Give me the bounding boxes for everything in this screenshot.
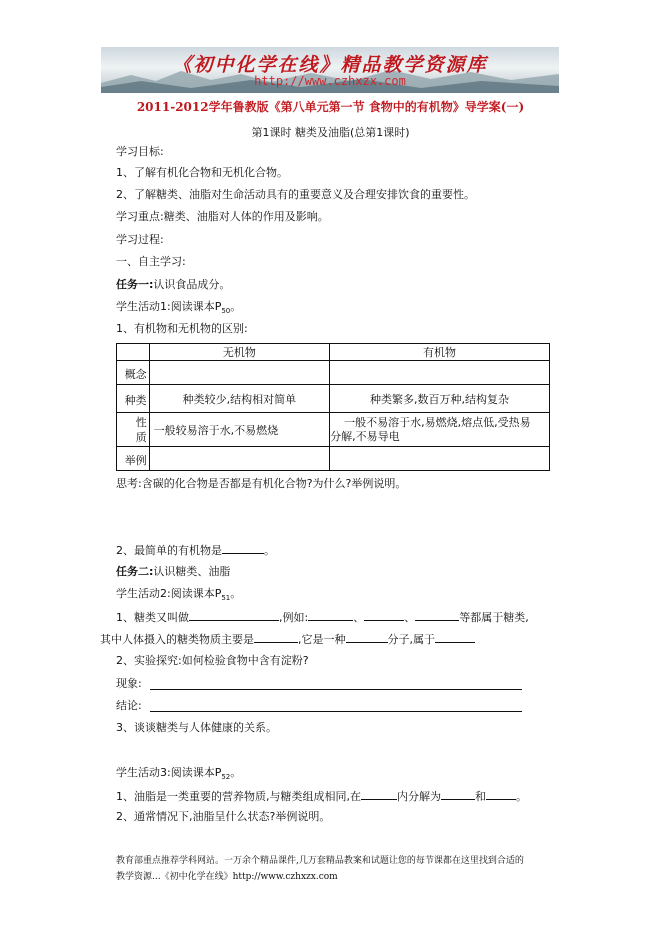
- blank-sugar-example-3[interactable]: [415, 609, 459, 621]
- sugar-text-c: 、: [353, 611, 365, 624]
- footer-note: [116, 853, 576, 885]
- goals-heading: 学习目标:: [116, 145, 164, 158]
- activity-1: [116, 300, 241, 318]
- question-distinguish: 1、有机物和无机物的区别:: [116, 322, 248, 335]
- activity-2-text: 学生活动2:阅读课本P: [116, 587, 222, 600]
- simplest-organic: [116, 542, 275, 558]
- blank-main-sugar[interactable]: [254, 631, 298, 643]
- goal-1: 1、了解有机化合物和无机化合物。: [116, 166, 288, 179]
- banner-url[interactable]: http://www.czhxzx.com: [254, 74, 406, 88]
- fat-state-question: 2、通常情况下,油脂呈什么状态?举例说明。: [116, 810, 331, 823]
- fat-text-b: 内分解为: [397, 790, 441, 803]
- sugar-text-h: 分子,属于: [387, 633, 435, 646]
- discuss-question: 3、谈谈糖类与人体健康的关系。: [116, 721, 277, 734]
- goal-2: 2、了解糖类、油脂对生命活动具有的重要意义及合理安排饮食的重要性。: [116, 188, 475, 201]
- table-row-properties: [117, 413, 550, 447]
- blank-sugar-name[interactable]: [189, 609, 279, 621]
- task-1: [116, 278, 230, 292]
- sugar-text-b: ,例如:: [279, 611, 309, 624]
- table-row-examples: [117, 447, 550, 471]
- conclusion-answer-line[interactable]: [150, 711, 522, 712]
- blank-sugar-example-1[interactable]: [308, 609, 353, 621]
- task-1-text: 认识食品成分。: [153, 278, 231, 291]
- cell-concept-inorganic[interactable]: [149, 361, 329, 385]
- activity-1-end: 。: [230, 300, 242, 313]
- activity-3-text: 学生活动3:阅读课本P: [116, 766, 222, 779]
- sugar-text-g: ,它是一种: [298, 633, 346, 646]
- footer-line-2[interactable]: 教学资源...《初中化学在线》http://www.czhxzx.com: [116, 872, 338, 882]
- blank-fat-product-1[interactable]: [441, 788, 475, 800]
- cell-properties-inorganic: 一般较易溶于水,不易燃烧: [149, 413, 329, 447]
- key-points: 学习重点:糖类、油脂对人体的作用及影响。: [116, 210, 329, 223]
- task-2-text: 认识糖类、油脂: [153, 565, 231, 578]
- banner-title: 《初中化学在线》精品教学资源库: [172, 54, 488, 76]
- row-label-examples-text: 举例: [124, 453, 147, 466]
- sugar-main: [100, 631, 475, 647]
- table-row-types: [117, 385, 550, 413]
- activity-2-page: 51: [221, 594, 231, 603]
- blank-fat-product-2[interactable]: [486, 788, 516, 800]
- row-label-types-text: 种类: [124, 393, 147, 406]
- activity-1-page: 50: [221, 307, 231, 316]
- row-label-concept: [117, 361, 150, 385]
- process-heading: 学习过程:: [116, 233, 164, 246]
- simplest-organic-text: 2、最简单的有机物是: [116, 544, 222, 557]
- activity-3-end: 。: [230, 766, 242, 779]
- task-2: [116, 565, 230, 579]
- phenomenon-answer-line[interactable]: [150, 689, 522, 690]
- self-study-heading: 一、自主学习:: [116, 255, 186, 268]
- activity-3: [116, 766, 241, 784]
- task-1-label: 任务一:: [116, 278, 154, 291]
- cell-properties-organic-b: 分解,不易导电: [330, 429, 400, 443]
- cell-properties-organic-a: 一般不易溶于水,易燃烧,熔点低,受热易: [344, 415, 531, 429]
- header-inorganic: 无机物: [149, 344, 329, 361]
- row-label-properties: [117, 413, 150, 447]
- blank-fat-location[interactable]: [361, 788, 397, 800]
- cell-properties-organic: [330, 413, 550, 447]
- cell-examples-inorganic[interactable]: [149, 447, 329, 471]
- row-label-types: [117, 385, 150, 413]
- sugar-text-e: 等都属于糖类,: [459, 611, 529, 624]
- conclusion-label: 结论:: [116, 699, 142, 712]
- blank-sugar-example-2[interactable]: [364, 609, 404, 621]
- document-subtitle: 第1课时 糖类及油脂(总第1课时): [251, 126, 410, 139]
- sugar-text-a: 1、糖类又叫做: [116, 611, 189, 624]
- row-label-examples: [117, 447, 150, 471]
- row-label-properties-a: 性: [135, 415, 147, 429]
- table-row-concept: [117, 361, 550, 385]
- think-question: 思考:含碳的化合物是否都是有机化合物?为什么?举例说明。: [116, 477, 407, 490]
- cell-concept-organic[interactable]: [330, 361, 550, 385]
- activity-3-page: 52: [221, 773, 231, 782]
- footer-line-1: 教育部重点推荐学科网站。一万余个精品课件,几万套精品教案和试题让您的每节课都在这里找到合适的: [116, 856, 524, 866]
- task-2-label: 任务二:: [116, 565, 154, 578]
- phenomenon-label: 现象:: [116, 677, 142, 690]
- header-banner: [101, 47, 559, 93]
- cell-examples-organic[interactable]: [330, 447, 550, 471]
- sugar-definition: [116, 609, 529, 625]
- cell-types-organic: 种类繁多,数百万种,结构复杂: [330, 385, 550, 413]
- document-title: 2011-2012学年鲁教版《第八单元第一节 食物中的有机物》导学案(一): [136, 100, 525, 114]
- blank-category[interactable]: [435, 631, 475, 643]
- fat-text-c: 和: [475, 790, 486, 803]
- blank-molecule-type[interactable]: [346, 631, 388, 643]
- sugar-text-d: 、: [404, 611, 416, 624]
- activity-2: [116, 587, 241, 605]
- blank-simplest[interactable]: [222, 542, 264, 554]
- header-organic: 有机物: [330, 344, 550, 361]
- row-label-concept-text: 概念: [124, 367, 147, 380]
- fat-text-d: 。: [516, 790, 527, 803]
- fat-text-a: 1、油脂是一类重要的营养物质,与糖类组成相同,在: [116, 790, 361, 803]
- header-empty-cell: [117, 344, 150, 361]
- simplest-organic-end: 。: [264, 544, 275, 557]
- comparison-table: [116, 343, 550, 471]
- row-label-properties-b: 质: [135, 430, 147, 444]
- activity-2-end: 。: [230, 587, 242, 600]
- cell-types-inorganic: 种类较少,结构相对简单: [149, 385, 329, 413]
- sugar-text-f: 其中人体摄入的糖类物质主要是: [100, 633, 254, 646]
- experiment-question: 2、实验探究:如何检验食物中含有淀粉?: [116, 654, 309, 667]
- table-header-row: [117, 344, 550, 361]
- fat-definition: [116, 788, 527, 804]
- activity-1-text: 学生活动1:阅读课本P: [116, 300, 222, 313]
